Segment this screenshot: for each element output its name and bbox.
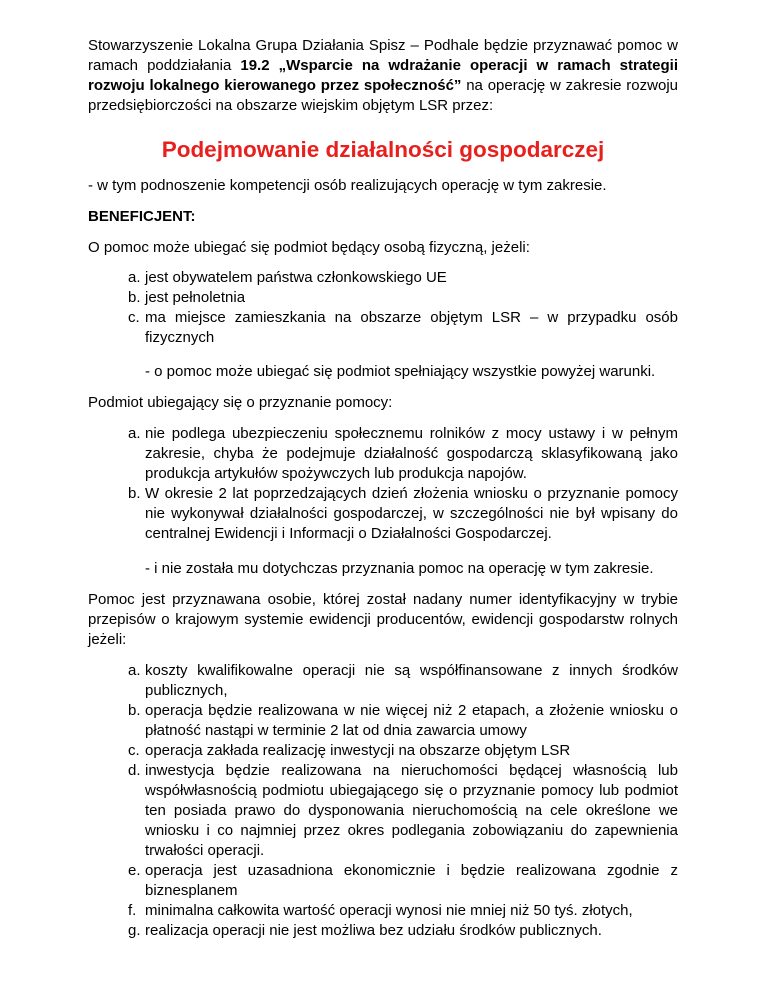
applicant-intro: Podmiot ubiegający się o przyznanie pomocy:: [88, 394, 393, 411]
list-item: g. realizacja operacji nie jest możliwa bez udziału środków publicznych.: [128, 922, 602, 939]
eligibility-list: [128, 268, 678, 348]
list-item: c. operacja zakłada realizację inwestycji na obszarze objętym LSR: [128, 742, 571, 759]
intro-text: Stowarzyszenie Lokalna Grupa Działania Spisz – Podhale będzie przyznawać pomoc w ramach poddziałania: [88, 37, 678, 74]
list-item: b. jest pełnoletnia: [128, 289, 246, 306]
document-title: Podejmowanie działalności gospodarczej: [161, 137, 605, 162]
beneficiary-heading: BENEFICJENT:: [88, 208, 196, 225]
applicant-list: [128, 424, 678, 544]
title-subtext: - w tym podnoszenie kompetencji osób realizujących operację w tym zakresie.: [88, 177, 607, 194]
intro-paragraph: [88, 36, 678, 116]
document-page: [88, 36, 678, 941]
list-item: c. ma miejsce zamieszkania na obszarze objętym LSR – w przypadku osób fizycznych: [128, 309, 678, 346]
eligibility-intro: O pomoc może ubiegać się podmiot będący osobą fizyczną, jeżeli:: [88, 239, 530, 256]
list-item: a. jest obywatelem państwa członkowskiego UE: [128, 269, 447, 286]
aid-conditions-list: [128, 661, 678, 941]
eligibility-note: - o pomoc może ubiegać się podmiot spełniający wszystkie powyżej warunki.: [145, 363, 656, 380]
intro-text-end: na operację w zakresie rozwoju przedsiębiorczości na obszarze wiejskim objętym LSR przez:: [88, 77, 678, 114]
list-item: a. koszty kwalifikowalne operacji nie są współfinansowane z innych środków publicznych,: [128, 662, 678, 699]
list-item: b. W okresie 2 lat poprzedzających dzień złożenia wniosku o przyznanie pomocy nie wykonywał działalności gospodarczej, w szczególności nie był wpisany do centralnej Ewidencji i Informacji o Działalności Gospodarczej.: [128, 485, 678, 542]
list-item: a. nie podlega ubezpieczeniu społecznemu rolników z mocy ustawy i w pełnym zakresie, chyba że podejmuje działalność gospodarczą sklasyfikowaną jako produkcja artykułów spożywczych lub produkcja napojów.: [128, 425, 678, 482]
intro-measure-name: 19.2 „Wsparcie na wdrażanie operacji w ramach strategii rozwoju lokalnego kierowanego przez społeczność”: [88, 57, 679, 94]
list-item: d. inwestycja będzie realizowana na nieruchomości będącej własnością lub współwłasnością podmiotu ubiegającego się o przyznanie pomocy lub podmiot ten posiada prawo do dysponowania nieruchomością na cele określone we wniosku i co najmniej przez okres podlegania zobowiązaniu do zapewnienia trwałości operacji.: [128, 762, 678, 859]
list-item: f. minimalna całkowita wartość operacji wynosi nie mniej niż 50 tyś. złotych,: [128, 902, 633, 919]
list-item: e. operacja jest uzasadniona ekonomicznie i będzie realizowana zgodnie z biznesplanem: [128, 862, 678, 899]
aid-intro: Pomoc jest przyznawana osobie, której został nadany numer identyfikacyjny w trybie przepisów o krajowym systemie ewidencji producentów, ewidencji gospodarstw rolnych jeżeli:: [88, 591, 678, 648]
list-item: b. operacja będzie realizowana w nie więcej niż 2 etapach, a złożenie wniosku o płatność nastąpi w terminie 2 lat od dnia zawarcia umowy: [128, 702, 678, 739]
applicant-note: - i nie została mu dotychczas przyznania pomoc na operację w tym zakresie.: [145, 560, 654, 577]
